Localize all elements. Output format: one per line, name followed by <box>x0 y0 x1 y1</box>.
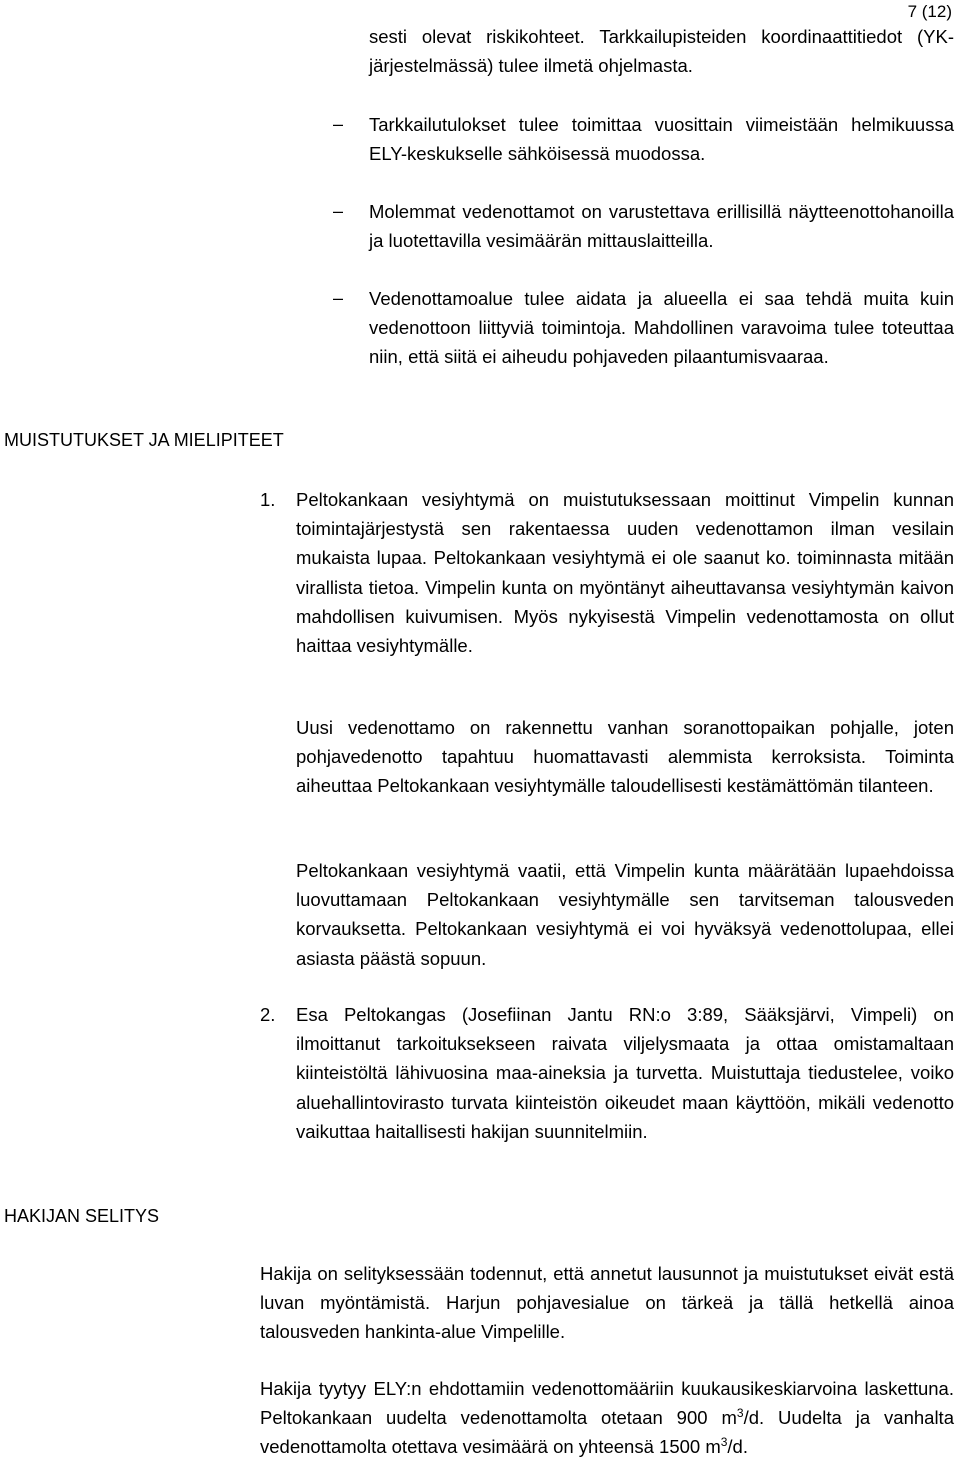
condition-dash: – <box>333 288 344 308</box>
conditions-continuation: sesti olevat riskikohteet. Tarkkailupisteiden koordinaattitiedot (YK-järjestelmässä) tulee ilmetä ohjelmasta. <box>369 26 954 77</box>
item-number: 2. <box>260 1004 276 1025</box>
muistutus-1-paragraph: Peltokankaan vesiyhtymä vaatii, että Vimpelin kunta määrätään lupaehdoissa luovuttamaan Peltokankaan vesiyhtymälle sen tarvitseman talousveden korvauksetta. Peltokankaan vesiyhtymä ei voi hyväksyä vedenottolupaa, ellei asiasta päästä sopuun. <box>296 860 954 969</box>
page-number: 7 (12) <box>907 2 952 21</box>
condition-dash: – <box>333 114 344 134</box>
hakija-paragraph <box>260 1374 954 1462</box>
condition-item: Tarkkailutulokset tulee toimittaa vuosittain viimeistään helmikuussa ELY-keskukselle sähköisessä muodossa. <box>369 114 954 165</box>
hakija-text: /d. <box>727 1436 748 1458</box>
section-heading-hakija: HAKIJAN SELITYS <box>4 1206 160 1226</box>
superscript: 3 <box>736 1406 744 1421</box>
section-heading-muistutukset: MUISTUTUKSET JA MIELIPITEET <box>4 430 284 450</box>
hakija-text: Hakija tyytyy ELY:n ehdottamiin vedenottomääriin kuukausikeskiarvoina laskettuna. Peltokankaan uudelta vedenottamolta otetaan 900 m <box>260 1378 954 1429</box>
superscript: 3 <box>720 1435 728 1450</box>
muistutus-1-paragraph: Peltokankaan vesiyhtymä on muistutuksessaan moittinut Vimpelin kunnan toimintajärjestystä sen rakentaessa uuden vedenottamon ilman vesilain mukaista lupaa. Peltokankaan vesiyhtymä ei ole saanut ko. toiminnasta mitään virallista tietoa. Vimpelin kunta on myöntänyt aiheuttavansa vesiyhtymän kaivon mahdollisen kuivumisen. Myös nykyisestä Vimpelin vedenottamosta on ollut haittaa vesiyhtymälle. <box>296 489 954 657</box>
muistutus-2-paragraph: Esa Peltokangas (Josefiinan Jantu RN:o 3:89, Sääksjärvi, Vimpeli) on ilmoittanut tarkoituksekseen raivata viljelysmaata ja ottaa omistamaltaan kiinteistöltä lähivuosina maa-aineksia ja turvetta. Muistuttaja tiedustelee, voiko aluehallintovirasto turvata kiinteistön oikeudet maan käyttöön, mikäli vedenotto vaikuttaa haitallisesti hakijan suunnitelmiin. <box>296 1004 954 1142</box>
hakija-paragraph: Hakija on selityksessään todennut, että annetut lausunnot ja muistutukset eivät estä luvan myöntämistä. Harjun pohjavesialue on tärkeä ja tällä hetkellä ainoa talousveden hankinta-alue Vimpelille. <box>260 1263 954 1343</box>
condition-dash: – <box>333 201 344 221</box>
muistutus-1-paragraph: Uusi vedenottamo on rakennettu vanhan soranottopaikan pohjalle, joten pohjavedenotto tapahtuu huomattavasti alemmista kerroksista. Toiminta aiheuttaa Peltokankaan vesiyhtymälle taloudellisesti kestämättömän tilanteen. <box>296 717 954 797</box>
item-number: 1. <box>260 489 276 510</box>
condition-item: Molemmat vedenottamot on varustettava erillisillä näytteenottohanoilla ja luotettavilla vesimäärän mittauslaitteilla. <box>369 201 954 252</box>
condition-item: Vedenottamoalue tulee aidata ja alueella ei saa tehdä muita kuin vedenottoon liittyviä toimintoja. Mahdollinen varavoima tulee toteuttaa niin, että siitä ei aiheudu pohjaveden pilaantumisvaaraa. <box>369 288 954 368</box>
hakija-text: /d. Uudelta ja vanhalta vedenottamolta otettava vesimäärä on yhteensä 1500 m <box>260 1407 954 1458</box>
